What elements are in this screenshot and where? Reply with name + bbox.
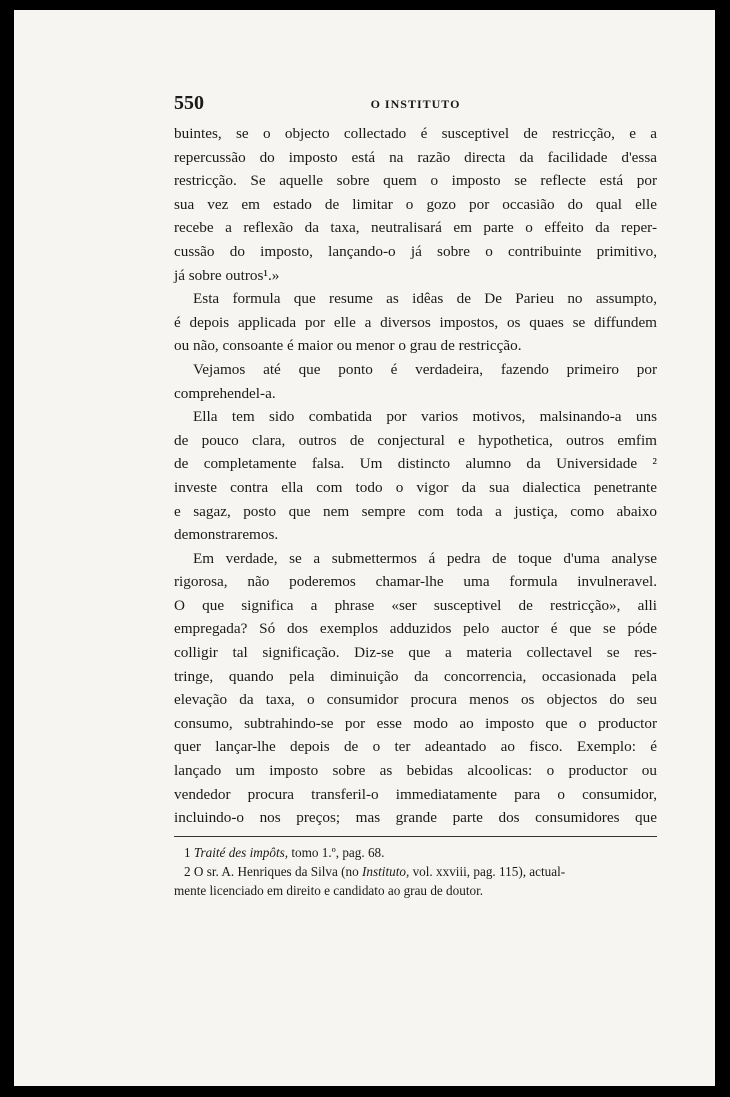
running-head bbox=[174, 88, 657, 122]
footnote-marker: 1 bbox=[184, 844, 191, 860]
paragraph-4 bbox=[174, 405, 657, 547]
text-line: já sobre outros¹.» bbox=[174, 266, 280, 284]
footnote-2-continued: mente licenciado em direito e candidato ao grau de doutor. bbox=[174, 882, 484, 898]
text-line: incluindo-o nos preços; mas grande parte dos consumidores que bbox=[174, 809, 657, 827]
footnote-title: Traité des impôts, bbox=[193, 844, 289, 860]
paragraph-1 bbox=[174, 122, 657, 287]
text-line: recebe a reflexão da taxa, neutralisará em parte o effeito da reper- bbox=[174, 219, 657, 237]
footnote-rule bbox=[174, 836, 657, 837]
text-line: Vejamos até que ponto é verdadeira, fazendo primeiro por bbox=[193, 360, 657, 378]
text-line: investe contra ella com todo o vigor da sua dialectica penetrante bbox=[174, 478, 657, 496]
footnote-2 bbox=[174, 862, 657, 881]
text-line: repercussão do imposto está na razão directa da facilidade d'essa bbox=[174, 148, 657, 166]
text-line: consumo, subtrahindo-se por esse modo ao imposto que o productor bbox=[174, 714, 657, 732]
footnote-marker: 2 bbox=[184, 863, 191, 879]
text-line: colligir tal significação. Diz-se que a materia collectavel se res- bbox=[174, 644, 657, 662]
text-line: buintes, se o objecto collectado é susceptivel de restricção, e a bbox=[174, 125, 657, 142]
text-line: restricção. Se aquelle sobre quem o imposto se reflecte está por bbox=[174, 172, 657, 190]
page-content bbox=[174, 88, 657, 900]
text-line: elevação da taxa, o consumidor procura menos os objectos do seu bbox=[174, 691, 657, 709]
text-line: Ella tem sido combatida por varios motivos, malsinando-a uns bbox=[193, 408, 657, 426]
text-line: de pouco clara, outros de conjectural e hypothetica, outros emfim bbox=[174, 431, 657, 449]
text-line: e sagaz, posto que nem sempre com toda a justiça, como abaixo bbox=[174, 502, 657, 520]
text-line: cussão do imposto, lançando-o já sobre o contribuinte primitivo, bbox=[174, 242, 657, 260]
paragraph-2 bbox=[174, 287, 657, 358]
text-line: é depois applicada por elle a diversos impostos, os quaes se diffundem bbox=[174, 313, 657, 331]
footnote-journal: Instituto, bbox=[362, 863, 410, 879]
text-line: ou não, consoante é maior ou menor o grau de restricção. bbox=[174, 337, 522, 355]
page-number: 550 bbox=[174, 92, 204, 114]
text-line: de completamente falsa. Um distincto alumno da Universidade ² bbox=[174, 455, 657, 473]
text-line: tringe, quando pela diminuição da concorrencia, occasionada pela bbox=[174, 667, 657, 685]
running-title: O INSTITUTO bbox=[370, 97, 461, 111]
footnotes bbox=[174, 843, 657, 900]
text-line: Em verdade, se a submettermos á pedra de toque d'uma analyse bbox=[193, 549, 657, 567]
footnote-text: tomo 1.º, pag. 68. bbox=[288, 844, 385, 860]
text-line: vendedor procura transferil-o immediatamente para o consumidor, bbox=[174, 785, 657, 803]
text-line: comprehendel-a. bbox=[174, 384, 276, 402]
text-line: lançado um imposto sobre as bebidas alcoolicas: o productor ou bbox=[174, 762, 657, 780]
text-line: quer lançar-lhe depois de o ter adeantado ao fisco. Exemplo: é bbox=[174, 738, 657, 756]
text-line: rigorosa, não poderemos chamar-lhe uma formula invulneravel. bbox=[174, 573, 657, 591]
footnote-1 bbox=[174, 843, 657, 862]
text-line: Esta formula que resume as idêas de De Parieu no assumpto, bbox=[193, 290, 657, 308]
text-line: O que significa a phrase «ser susceptivel de restricção», alli bbox=[174, 596, 657, 614]
footnote-text: vol. xxviii, pag. 115), actual- bbox=[409, 863, 566, 879]
text-line: empregada? Só dos exemplos adduzidos pelo auctor é que se póde bbox=[174, 620, 657, 638]
text-line: sua vez em estado de limitar o gozo por occasião do qual elle bbox=[174, 195, 657, 213]
footnote-text: O sr. A. Henriques da Silva (no bbox=[190, 863, 363, 879]
body-text bbox=[174, 122, 657, 830]
paragraph-3 bbox=[174, 358, 657, 405]
book-page bbox=[14, 10, 715, 1086]
text-line: demonstraremos. bbox=[174, 526, 279, 544]
paragraph-5 bbox=[174, 547, 657, 830]
